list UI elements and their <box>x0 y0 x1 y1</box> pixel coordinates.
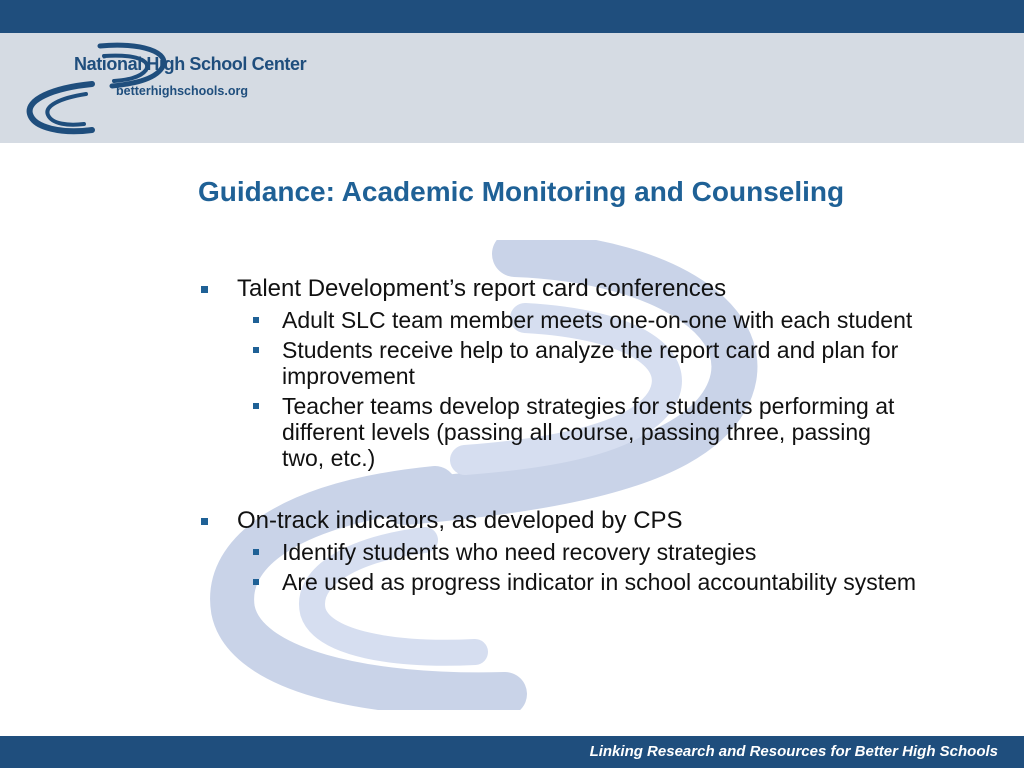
sub-bullet-list <box>237 307 918 471</box>
square-bullet-icon <box>253 549 259 555</box>
footer-tagline: Linking Research and Resources for Better High Schools <box>589 743 998 760</box>
sub-bullet-item <box>237 337 918 389</box>
logo-url: betterhighschools.org <box>116 84 248 98</box>
slide-title: Guidance: Academic Monitoring and Counseling <box>198 176 845 207</box>
square-bullet-icon <box>253 403 259 409</box>
square-bullet-icon <box>253 317 259 323</box>
square-bullet-icon <box>253 347 259 353</box>
bullet-text: On-track indicators, as developed by CPS <box>237 507 683 534</box>
sub-bullet-text: Teacher teams develop strategies for students performing at different levels (passing all course, passing three, passing two, etc.) <box>282 393 895 471</box>
square-bullet-icon <box>201 518 208 525</box>
bullet-text: Talent Development’s report card conferences <box>237 275 727 302</box>
square-bullet-icon <box>201 286 208 293</box>
sub-bullet-text: Are used as progress indicator in school accountability system <box>282 569 917 595</box>
logo-title: National High School Center <box>74 54 307 74</box>
bullet-item <box>198 275 918 471</box>
slide-content <box>198 275 918 595</box>
bullet-item <box>198 507 918 595</box>
sub-bullet-list <box>237 539 918 595</box>
sub-bullet-text: Identify students who need recovery strategies <box>282 539 757 565</box>
square-bullet-icon <box>253 579 259 585</box>
sub-bullet-item <box>237 393 918 471</box>
sub-bullet-text: Adult SLC team member meets one-on-one with each student <box>282 307 913 333</box>
bullet-list <box>198 275 918 595</box>
top-bar <box>0 0 1024 33</box>
sub-bullet-item <box>237 539 918 565</box>
footer-bar <box>0 736 1024 768</box>
sub-bullet-item <box>237 307 918 333</box>
sub-bullet-text: Students receive help to analyze the report card and plan for improvement <box>282 337 899 389</box>
sub-bullet-item <box>237 569 918 595</box>
